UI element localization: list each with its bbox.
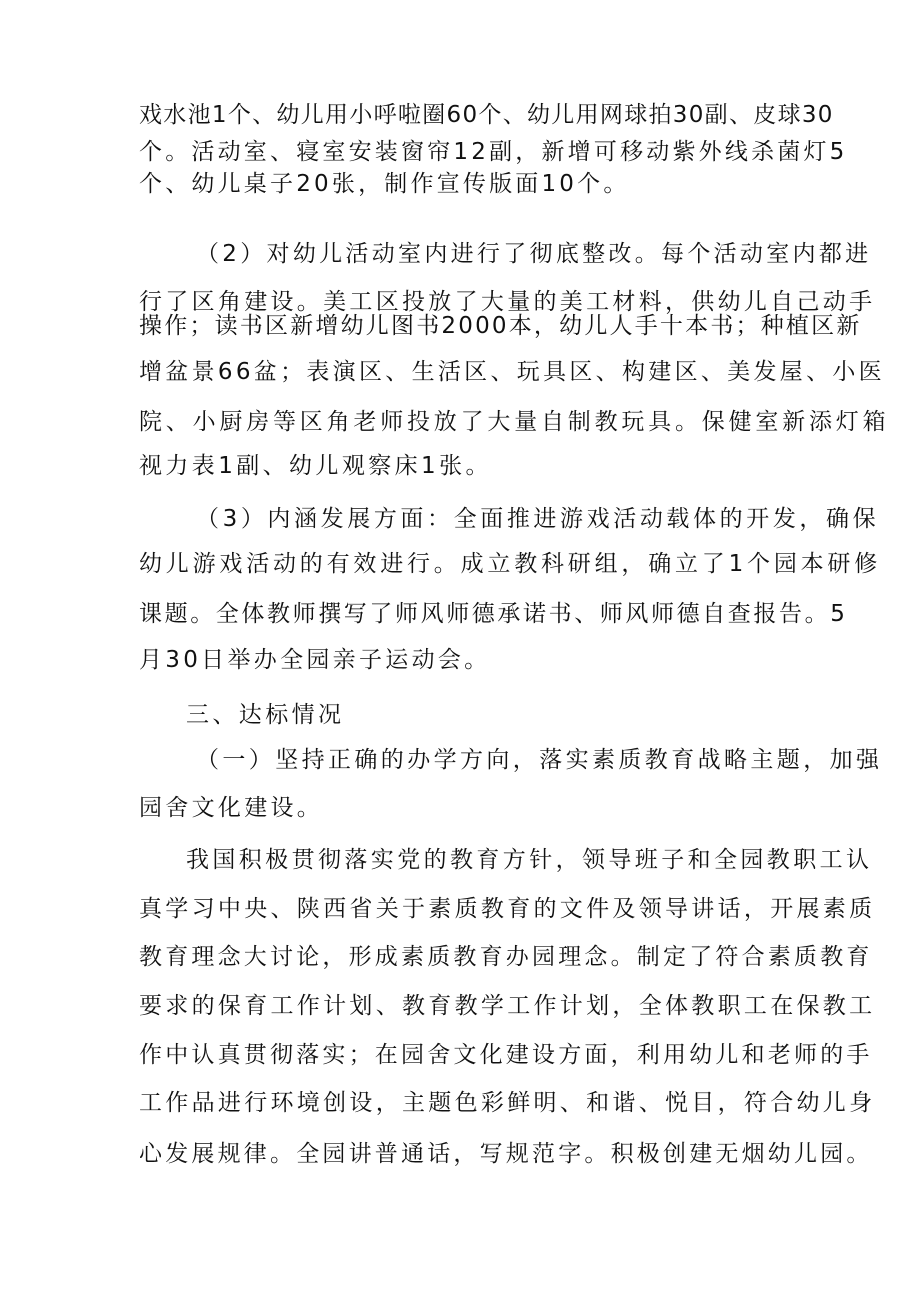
text-line: 行了区角建设。美工区投放了大量的美工材料，供幼儿自己动手 <box>139 289 876 315</box>
text-line: （一）坚持正确的办学方向，落实素质教育战略主题，加强 <box>196 747 883 773</box>
text-line: （2）对幼儿活动室内进行了彻底整改。每个活动室内都进 <box>196 241 872 267</box>
text-line: 增盆景66盆；表演区、生活区、玩具区、构建区、美发屋、小医 <box>139 359 885 385</box>
text-line: 个、幼儿桌子20张，制作宣传版面10个。 <box>139 171 630 197</box>
text-line: 月30日举办全园亲子运动会。 <box>139 647 491 673</box>
text-line: （3）内涵发展方面：全面推进游戏活动载体的开发，确保 <box>196 506 880 532</box>
section-heading: 三、达标情况 <box>186 702 345 728</box>
text-line: 作中认真贯彻落实；在园舍文化建设方面，利用幼儿和老师的手 <box>139 1042 873 1068</box>
text-line: 要求的保育工作计划、教育教学工作计划，全体教职工在保教工 <box>139 993 876 1019</box>
text-line: 戏水池1个、幼儿用小呼啦圈60个、幼儿用网球拍30副、皮球30 <box>139 102 834 128</box>
text-line: 视力表1副、幼儿观察床1张。 <box>139 453 492 479</box>
text-line: 教育理念大讨论，形成素质教育办园理念。制定了符合素质教育 <box>139 944 873 970</box>
text-line: 院、小厨房等区角老师投放了大量自制教玩具。保健室新添灯箱 <box>139 409 890 435</box>
text-line: 幼儿游戏活动的有效进行。成立教科研组，确立了1个园本研修 <box>139 551 882 577</box>
text-line: 课题。全体教师撰写了师风师德承诺书、师风师德自查报告。5 <box>139 601 848 627</box>
text-line: 真学习中央、陕西省关于素质教育的文件及领导讲话，开展素质 <box>139 896 876 922</box>
text-line: 心发展规律。全园讲普通话，写规范字。积极创建无烟幼儿园。 <box>139 1141 873 1167</box>
text-line: 工作品进行环境创设，主题色彩鲜明、和谐、悦目，符合幼儿身 <box>139 1090 876 1116</box>
text-line: 我国积极贯彻落实党的教育方针，领导班子和全园教职工认 <box>186 847 873 873</box>
text-line: 操作；读书区新增幼儿图书2000本，幼儿人手十本书；种植区新 <box>139 313 862 339</box>
text-line: 园舍文化建设。 <box>139 795 324 821</box>
text-line: 个。活动室、寝室安装窗帘12副，新增可移动紫外线杀菌灯5 <box>139 139 848 165</box>
